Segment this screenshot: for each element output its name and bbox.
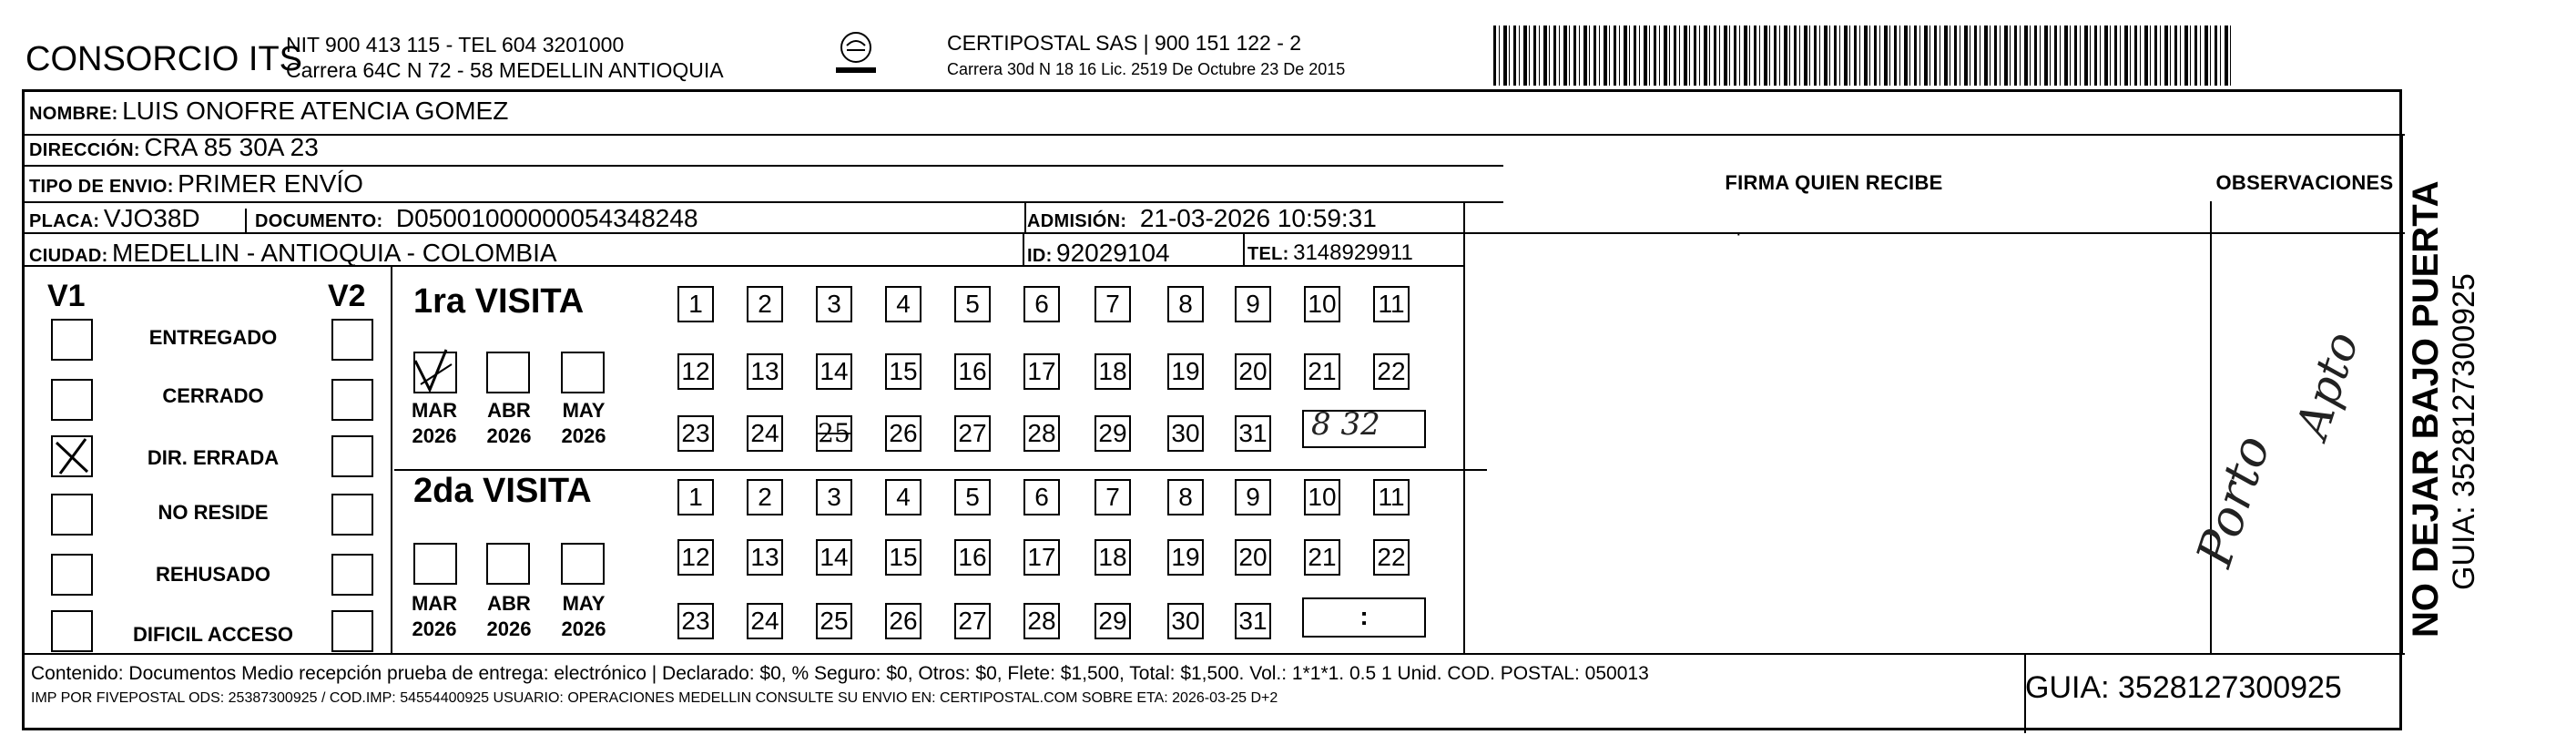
second-visit-day-30[interactable]: 30 [1167,603,1204,639]
company-name: CONSORCIO ITS [25,40,303,78]
second-visit-day-19[interactable]: 19 [1167,539,1204,576]
first-visit-day-3[interactable]: 3 [816,286,852,322]
second-visit-day-26[interactable]: 26 [885,603,921,639]
id-field [1027,239,1170,268]
v2-cerrado-checkbox[interactable] [331,379,373,421]
first-visit-day-28[interactable]: 28 [1023,415,1060,452]
status-dir-errada: DIR. ERRADA [147,446,280,469]
cross-mark-icon [51,435,93,477]
firma-header: FIRMA QUIEN RECIBE [1725,171,1943,194]
status-cerrado: CERRADO [162,384,264,407]
first-visit-day-27[interactable]: 27 [954,415,991,452]
status-dificil-acceso: DIFICIL ACCESO [132,623,293,646]
first-visit-may-checkbox[interactable] [561,352,605,393]
first-visit-day-26[interactable]: 26 [885,415,921,452]
first-visit-day-17[interactable]: 17 [1023,353,1060,390]
first-visit-day-8[interactable]: 8 [1167,286,1204,322]
second-visit-may-year: 2026 [561,617,606,640]
v1-dir-errada-checkbox[interactable] [51,435,93,477]
second-visit-time: : [1359,602,1369,630]
first-visit-day-30[interactable]: 30 [1167,415,1204,452]
first-visit-day-14[interactable]: 14 [816,353,852,390]
first-visit-day-24[interactable]: 24 [747,415,783,452]
second-visit-day-18[interactable]: 18 [1095,539,1131,576]
second-visit-day-31[interactable]: 31 [1235,603,1271,639]
company-nit: NIT 900 413 115 - TEL 604 3201000 [286,33,625,56]
first-visit-day-13[interactable]: 13 [747,353,783,390]
side-guia: GUIA: 3528127300925 [2447,273,2481,590]
placa-field [29,204,200,233]
second-visit-day-6[interactable]: 6 [1023,479,1060,515]
second-visit-day-8[interactable]: 8 [1167,479,1204,515]
admision-label: ADMISIÓN: [1027,211,1127,231]
first-visit-day-1[interactable]: 1 [677,286,714,322]
first-visit-abr-year: 2026 [486,424,532,447]
footer-guia: GUIA: 3528127300925 [2025,670,2342,705]
first-visit-abr-checkbox[interactable] [486,352,530,393]
nombre-field [29,97,508,126]
first-visit-day-20[interactable]: 20 [1235,353,1271,390]
first-visit-day-25[interactable]: 25 [816,415,852,452]
company-address: Carrera 64C N 72 - 58 MEDELLIN ANTIOQUIA [286,58,724,82]
tel-value: 3148929911 [1293,240,1413,265]
second-visit-mar-checkbox[interactable] [413,543,457,585]
v1-rehusado-checkbox[interactable] [51,554,93,596]
second-visit-mar-year: 2026 [412,617,457,640]
second-visit-day-11[interactable]: 11 [1373,479,1410,515]
first-visit-day-7[interactable]: 7 [1095,286,1131,322]
first-visit-mar-label: MAR [411,399,458,422]
second-visit-day-7[interactable]: 7 [1095,479,1131,515]
second-visit-abr-checkbox[interactable] [486,543,530,585]
documento-value: D05001000000054348248 [395,204,698,232]
second-visit-day-10[interactable]: 10 [1304,479,1340,515]
second-visit-day-14[interactable]: 14 [816,539,852,576]
second-visit-abr-year: 2026 [486,617,532,640]
v2-dir-errada-checkbox[interactable] [331,435,373,477]
observaciones-header: OBSERVACIONES [2215,171,2394,194]
first-visit-day-19[interactable]: 19 [1167,353,1204,390]
second-visit-day-4[interactable]: 4 [885,479,921,515]
second-visit-day-20[interactable]: 20 [1235,539,1271,576]
first-visit-day-31[interactable]: 31 [1235,415,1271,452]
tipo-envio-value: PRIMER ENVÍO [178,169,363,198]
first-visit-day-4[interactable]: 4 [885,286,921,322]
second-visit-mar-label: MAR [411,592,458,615]
first-visit-day-5[interactable]: 5 [954,286,991,322]
first-visit-day-18[interactable]: 18 [1095,353,1131,390]
first-visit-time-box[interactable] [1302,406,1426,448]
first-visit-day-11[interactable]: 11 [1373,286,1410,322]
status-entregado: ENTREGADO [148,326,278,349]
observation-note-1: Porto [2185,428,2282,574]
id-value: 92029104 [1056,239,1170,267]
first-visit-abr-label: ABR [487,399,531,422]
first-visit-day-12[interactable]: 12 [677,353,714,390]
id-label: ID: [1027,246,1053,266]
first-visit-title: 1ra VISITA [413,282,585,321]
direccion-label: DIRECCIÓN: [29,140,140,160]
first-visit-mar-year: 2026 [412,424,457,447]
documento-label: DOCUMENTO: [255,211,383,231]
ciudad-value: MEDELLIN - ANTIOQUIA - COLOMBIA [112,239,557,267]
second-visit-day-2[interactable]: 2 [747,479,783,515]
second-visit-day-22[interactable]: 22 [1373,539,1410,576]
admision-field [1027,204,1377,233]
first-visit-day-22[interactable]: 22 [1373,353,1410,390]
v1-no-reside-checkbox[interactable] [51,494,93,536]
tel-field [1247,240,1413,266]
first-visit-day-10[interactable]: 10 [1304,286,1340,322]
footer-imp: IMP POR FIVEPOSTAL ODS: 25387300925 / COD.IMP: 54554400925 USUARIO: OPERACIONES MEDELLIN CONSULTE SU ENVIO EN: CERTIPOSTAL.COM SOBRE ETA: 2026-03-25 D+2 [31,690,1278,706]
observation-note-2: Apto [2286,325,2369,444]
nombre-value: LUIS ONOFRE ATENCIA GOMEZ [122,97,509,125]
second-visit-day-1[interactable]: 1 [677,479,714,515]
second-visit-day-9[interactable]: 9 [1235,479,1271,515]
first-visit-day-2[interactable]: 2 [747,286,783,322]
first-visit-time: 8 32 [1311,406,1380,443]
second-visit-day-5[interactable]: 5 [954,479,991,515]
second-visit-day-27[interactable]: 27 [954,603,991,639]
v1-dificil-acceso-checkbox[interactable] [51,610,93,652]
first-visit-day-21[interactable]: 21 [1304,353,1340,390]
first-visit-may-label: MAY [562,399,606,422]
carrier-name: CERTIPOSTAL SAS | 900 151 122 - 2 [947,31,1302,55]
second-visit-may-checkbox[interactable] [561,543,605,585]
first-visit-day-23[interactable]: 23 [677,415,714,452]
tipo-envio-label: TIPO DE ENVIO: [29,177,174,197]
v1-cerrado-checkbox[interactable] [51,379,93,421]
status-no-reside: NO RESIDE [158,501,269,524]
side-no-dejar: NO DEJAR BAJO PUERTA [2406,180,2446,638]
second-visit-day-3[interactable]: 3 [816,479,852,515]
barcode [1493,26,2231,86]
tipo-envio-field [29,169,363,199]
v2-rehusado-checkbox[interactable] [331,554,373,596]
second-visit-day-24[interactable]: 24 [747,603,783,639]
second-visit-abr-label: ABR [487,592,531,615]
second-visit-day-28[interactable]: 28 [1023,603,1060,639]
side-warning [2406,91,2482,638]
first-visit-day-9[interactable]: 9 [1235,286,1271,322]
v1-entregado-checkbox[interactable] [51,319,93,361]
first-visit-mar-checkbox[interactable] [413,352,457,393]
tel-label: TEL: [1247,244,1289,264]
admision-value: 21-03-2026 10:59:31 [1139,204,1377,232]
checkmark-icon [410,344,461,395]
second-visit-day-16[interactable]: 16 [954,539,991,576]
second-visit-day-21[interactable]: 21 [1304,539,1340,576]
v2-entregado-checkbox[interactable] [331,319,373,361]
signature-dot: · [1736,224,1742,244]
nombre-label: NOMBRE: [29,104,118,124]
second-visit-day-13[interactable]: 13 [747,539,783,576]
v2-dificil-acceso-checkbox[interactable] [331,610,373,652]
second-visit-time-box[interactable] [1302,597,1426,638]
status-rehusado: REHUSADO [156,563,270,586]
ciudad-label: CIUDAD: [29,246,108,266]
second-visit-day-12[interactable]: 12 [677,539,714,576]
v2-no-reside-checkbox[interactable] [331,494,373,536]
first-visit-day-29[interactable]: 29 [1095,415,1131,452]
footer-content: Contenido: Documentos Medio recepción prueba de entrega: electrónico | Declarado: $0, % Seguro: $0, Otros: $0, Flete: $1,500, Total: $1,500. Vol.: 1*1*1. 0.5 1 Unid. COD. POSTAL: 050013 [31,663,1649,684]
second-visit-day-23[interactable]: 23 [677,603,714,639]
first-visit-may-year: 2026 [561,424,606,447]
second-visit-may-label: MAY [562,592,606,615]
first-visit-day-6[interactable]: 6 [1023,286,1060,322]
second-visit-day-25[interactable]: 25 [816,603,852,639]
second-visit-day-29[interactable]: 29 [1095,603,1131,639]
second-visit-title: 2da VISITA [413,472,592,510]
first-visit-day-15[interactable]: 15 [885,353,921,390]
first-visit-day-16[interactable]: 16 [954,353,991,390]
certipostal-logo [829,27,883,82]
second-visit-day-15[interactable]: 15 [885,539,921,576]
placa-label: PLACA: [29,211,100,231]
second-visit-day-17[interactable]: 17 [1023,539,1060,576]
v2-header: V2 [328,279,366,313]
v1-header: V1 [47,279,86,313]
direccion-value: CRA 85 30A 23 [144,133,319,161]
documento-field [255,204,698,233]
ciudad-field [29,239,557,268]
direccion-field [29,133,319,162]
carrier-license: Carrera 30d N 18 16 Lic. 2519 De Octubre 23 De 2015 [947,60,1346,78]
placa-value: VJO38D [103,204,200,232]
